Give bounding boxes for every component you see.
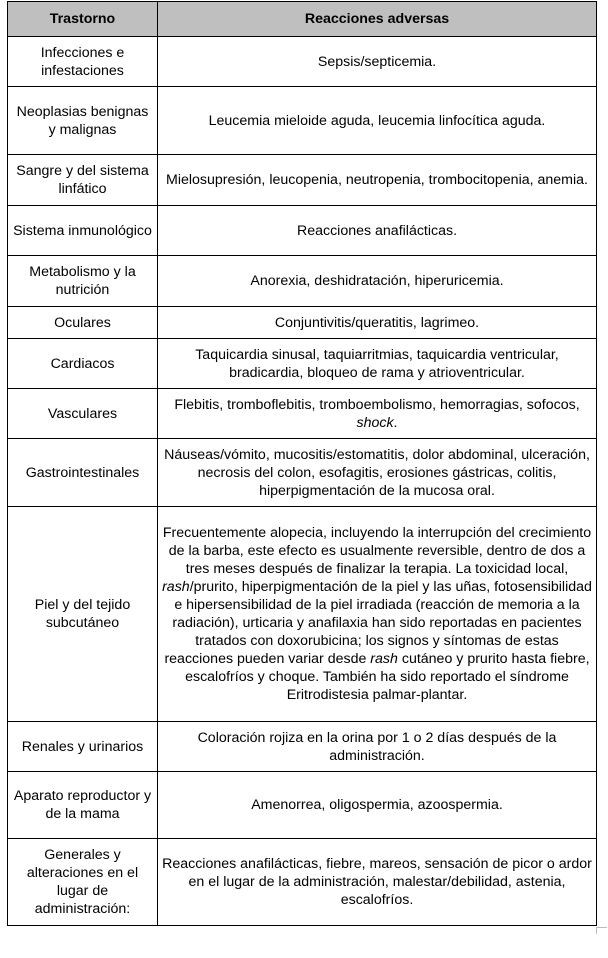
- reacciones-cell: Taquicardia sinusal, taquiarritmias, taquicardia ventricular, bradicardia, bloqueo de rama y atrioventricular.: [158, 339, 597, 389]
- table-row: [8, 772, 597, 839]
- table-row: [8, 339, 597, 389]
- reacciones-cell: Mielosupresión, leucopenia, neutropenia, trombocitopenia, anemia.: [158, 155, 597, 206]
- trastorno-cell: Aparato reproductor y de la mama: [8, 772, 158, 839]
- adverse-reactions-table: [7, 1, 597, 926]
- table-row: [8, 389, 597, 439]
- header-trastorno: Trastorno: [8, 2, 158, 37]
- trastorno-cell: Piel y del tejido subcutáneo: [8, 507, 158, 722]
- table-header-row: [8, 2, 597, 37]
- table-row: [8, 307, 597, 339]
- reacciones-text: Frecuentemente alopecia, incluyendo la interrupción del crecimiento de la barba, este efecto es usualmente reversible, dentro de dos a tres meses después de finalizar la terapia. La toxicidad local,: [162, 525, 592, 577]
- trastorno-cell: Renales y urinarios: [8, 722, 158, 772]
- reacciones-cell: Náuseas/vómito, mucositis/estomatitis, dolor abdominal, ulceración, necrosis del colon, esofagitis, erosiones gástricas, colitis, hiperpigmentación de la mucosa oral.: [158, 439, 597, 507]
- table-row: [8, 507, 597, 722]
- reacciones-text: .: [393, 414, 398, 431]
- reacciones-cell: Anorexia, deshidratación, hiperuricemia.: [158, 256, 597, 307]
- reacciones-cell: Leucemia mieloide aguda, leucemia linfocítica aguda.: [158, 87, 597, 155]
- table-row: [8, 155, 597, 206]
- reacciones-cell: Amenorrea, oligospermia, azoospermia.: [158, 772, 597, 839]
- reacciones-cell: Coloración rojiza en la orina por 1 o 2 días después de la administración.: [158, 722, 597, 772]
- table-row: [8, 839, 597, 926]
- trastorno-cell: Sistema inmunológico: [8, 206, 158, 256]
- table-row: [8, 722, 597, 772]
- reacciones-italic: rash: [162, 579, 190, 595]
- trastorno-cell: Gastrointestinales: [8, 439, 158, 507]
- trastorno-cell: Infecciones e infestaciones: [8, 37, 158, 87]
- reacciones-cell: Reacciones anafilácticas, fiebre, mareos, sensación de picor o ardor en el lugar de la administración, malestar/debilidad, astenia, escalofríos.: [158, 839, 597, 926]
- trastorno-cell: Neoplasias benignas y malignas: [8, 87, 158, 155]
- reacciones-cell: Sepsis/septicemia.: [158, 37, 597, 87]
- reacciones-cell: Conjuntivitis/queratitis, lagrimeo.: [158, 307, 597, 339]
- header-reacciones: Reacciones adversas: [158, 2, 597, 37]
- reacciones-italic: rash: [370, 651, 398, 667]
- reacciones-text: cutáneo y prurito hasta fiebre, escalofríos y choque. También ha sido reportado el síndrome Eritrodistesia palmar-plantar.: [185, 651, 590, 703]
- trastorno-cell: Generales y alteraciones en el lugar de administración:: [8, 839, 158, 926]
- trastorno-cell: Sangre y del sistema linfático: [8, 155, 158, 206]
- reacciones-cell: [158, 389, 597, 439]
- reacciones-text: Flebitis, tromboflebitis, tromboembolismo, hemorragias, sofocos,: [174, 396, 580, 413]
- trastorno-cell: Vasculares: [8, 389, 158, 439]
- reacciones-cell: [158, 507, 597, 722]
- resize-corner: [596, 927, 607, 934]
- trastorno-cell: Cardiacos: [8, 339, 158, 389]
- reacciones-cell: Reacciones anafilácticas.: [158, 206, 597, 256]
- table-row: [8, 439, 597, 507]
- table-row: [8, 37, 597, 87]
- reacciones-italic: shock: [356, 414, 394, 431]
- trastorno-cell: Metabolismo y la nutrición: [8, 256, 158, 307]
- table-row: [8, 206, 597, 256]
- reacciones-text: /prurito, hiperpigmentación de la piel y las uñas, fotosensibilidad e hipersensibilidad de la piel irradiada (reacción de memoria a la radiación), urticaria y anafilaxia han sido reportadas en pacientes tratados con doxorubicina; los signos y síntomas de estas reacciones pueden variar desde: [164, 579, 592, 667]
- trastorno-cell: Oculares: [8, 307, 158, 339]
- table-row: [8, 87, 597, 155]
- table-row: [8, 256, 597, 307]
